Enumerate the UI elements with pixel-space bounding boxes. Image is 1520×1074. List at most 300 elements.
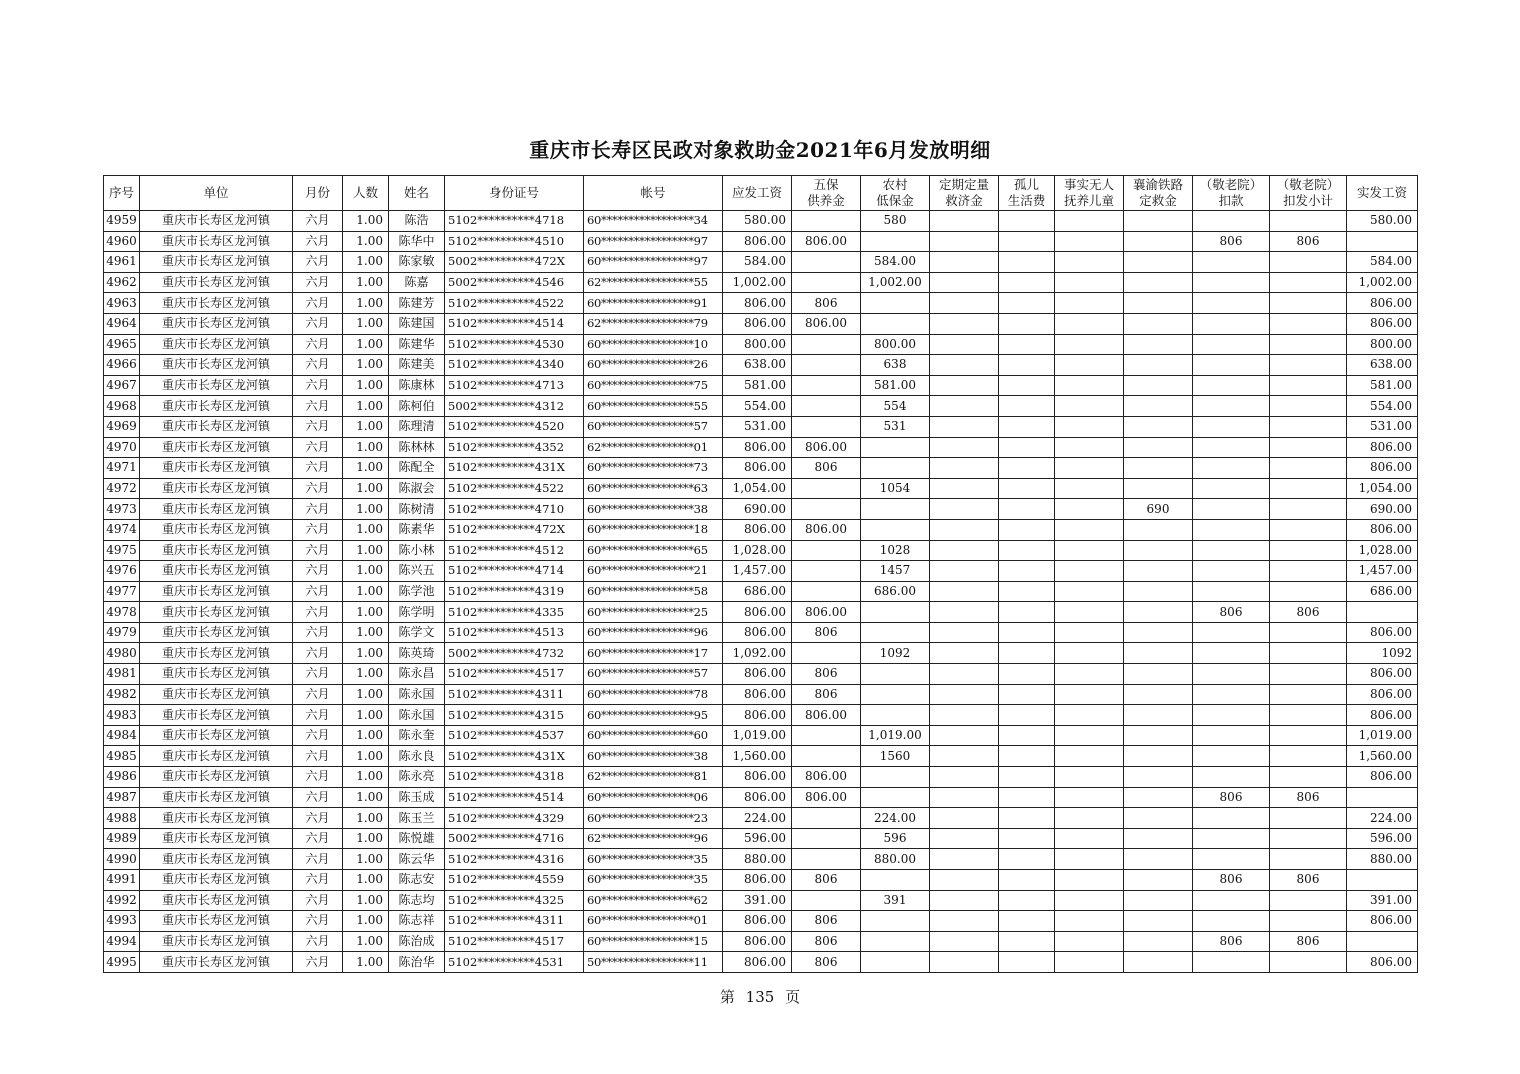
table-cell: 重庆市长寿区龙河镇 [140,767,293,788]
table-cell: 重庆市长寿区龙河镇 [140,458,293,479]
table-cell [930,355,999,376]
table-cell [1124,252,1193,273]
table-row [104,252,1418,273]
table-cell: 六月 [293,581,343,602]
table-cell: 60*****************38 [584,746,723,767]
table-cell: 1.00 [343,272,389,293]
table-cell [930,870,999,891]
table-cell [1270,684,1347,705]
table-cell: 1.00 [343,664,389,685]
table-cell [1193,705,1270,726]
table-cell: 806.00 [792,705,861,726]
table-cell: 806.00 [723,870,792,891]
table-cell: 224.00 [723,808,792,829]
table-cell: 391.00 [723,890,792,911]
table-cell: 1.00 [343,561,389,582]
table-cell: 5002**********4716 [445,828,584,849]
table-cell: 六月 [293,911,343,932]
table-cell: 陈玉成 [389,787,445,808]
table-row [104,808,1418,829]
table-cell: 六月 [293,375,343,396]
table-cell: 陈家敏 [389,252,445,273]
table-cell: 4960 [104,231,140,252]
table-cell: 806.00 [1347,458,1418,479]
table-cell [1055,499,1124,520]
table-cell: 1.00 [343,767,389,788]
table-cell: 1,028.00 [723,540,792,561]
table-cell: 596.00 [723,828,792,849]
table-cell: 4969 [104,416,140,437]
table-cell [1124,334,1193,355]
table-cell [861,437,930,458]
table-cell: 4985 [104,746,140,767]
table-cell [792,272,861,293]
table-cell: 六月 [293,767,343,788]
table-cell [930,643,999,664]
table-cell: 806.00 [723,684,792,705]
table-cell: 638.00 [723,355,792,376]
table-cell: 4974 [104,519,140,540]
table-cell: 1457 [861,561,930,582]
table-cell: 重庆市长寿区龙河镇 [140,911,293,932]
table-cell [1124,396,1193,417]
table-cell [1270,519,1347,540]
table-cell: 806.00 [1347,684,1418,705]
table-row [104,725,1418,746]
table-cell: 806 [1270,602,1347,623]
table-cell: 重庆市长寿区龙河镇 [140,725,293,746]
table-cell [930,211,999,232]
table-cell: 5102**********4718 [445,211,584,232]
table-cell: 581.00 [723,375,792,396]
table-cell: 1.00 [343,725,389,746]
table-cell: 六月 [293,664,343,685]
table-cell [999,828,1055,849]
table-cell: 1.00 [343,787,389,808]
table-cell [792,396,861,417]
table-cell [1270,478,1347,499]
table-cell [1055,313,1124,334]
table-cell [930,252,999,273]
table-cell: 806.00 [723,931,792,952]
table-cell: 391.00 [1347,890,1418,911]
table-cell: 陈建芳 [389,293,445,314]
table-cell: 800.00 [861,334,930,355]
table-cell [930,313,999,334]
table-cell: 1.00 [343,540,389,561]
table-cell: 60*****************78 [584,684,723,705]
table-cell: 5102**********4318 [445,767,584,788]
table-cell: 596 [861,828,930,849]
table-cell: 806 [792,622,861,643]
table-cell: 六月 [293,952,343,973]
table-cell [792,355,861,376]
table-cell [1124,272,1193,293]
table-cell [1270,540,1347,561]
table-row [104,355,1418,376]
table-cell [1055,231,1124,252]
table-cell: 5102**********4530 [445,334,584,355]
table-cell [1055,211,1124,232]
table-cell: 4988 [104,808,140,829]
table-cell [1124,602,1193,623]
table-cell: 六月 [293,808,343,829]
table-cell: 4990 [104,849,140,870]
table-cell [861,952,930,973]
table-row [104,458,1418,479]
table-row [104,746,1418,767]
table-cell: 5102**********4352 [445,437,584,458]
table-cell: 陈永国 [389,705,445,726]
table-cell: 1,019.00 [1347,725,1418,746]
table-cell: 806.00 [1347,952,1418,973]
table-cell: 4972 [104,478,140,499]
table-cell: 1.00 [343,911,389,932]
table-row [104,581,1418,602]
table-cell: 60*****************35 [584,849,723,870]
table-cell: 重庆市长寿区龙河镇 [140,870,293,891]
table-cell: 4966 [104,355,140,376]
table-cell: 六月 [293,437,343,458]
table-cell [861,231,930,252]
table-row [104,931,1418,952]
table-cell: 重庆市长寿区龙河镇 [140,581,293,602]
table-cell [1270,581,1347,602]
table-cell: 六月 [293,828,343,849]
table-cell: 5102**********4517 [445,664,584,685]
table-cell: 陈建国 [389,313,445,334]
table-cell [1124,313,1193,334]
table-cell [930,725,999,746]
table-cell [792,211,861,232]
table-cell [861,767,930,788]
table-row [104,664,1418,685]
table-cell: 806.00 [1347,664,1418,685]
table-row [104,334,1418,355]
table-cell: 806 [1193,870,1270,891]
table-cell: 1092 [1347,643,1418,664]
table-cell: 60*****************34 [584,211,723,232]
table-cell: 4977 [104,581,140,602]
table-cell [1055,355,1124,376]
table-cell [1193,725,1270,746]
table-cell: 重庆市长寿区龙河镇 [140,561,293,582]
table-cell [1270,437,1347,458]
table-cell [1124,478,1193,499]
table-cell: 陈志均 [389,890,445,911]
table-cell: 1,457.00 [1347,561,1418,582]
table-cell [1193,334,1270,355]
table-cell: 六月 [293,211,343,232]
table-cell: 5102**********4311 [445,684,584,705]
table-cell [1193,293,1270,314]
table-cell: 陈治华 [389,952,445,973]
table-cell [1270,952,1347,973]
table-cell: 880.00 [861,849,930,870]
table-cell: 554.00 [1347,396,1418,417]
table-cell [1055,519,1124,540]
table-cell: 686.00 [723,581,792,602]
table-cell: 686.00 [861,581,930,602]
table-cell: 陈柯伯 [389,396,445,417]
table-row [104,870,1418,891]
table-cell [1270,334,1347,355]
table-cell [1055,890,1124,911]
table-cell: 800.00 [1347,334,1418,355]
table-cell: 重庆市长寿区龙河镇 [140,396,293,417]
table-cell [930,746,999,767]
table-cell: 1,002.00 [1347,272,1418,293]
table-cell [861,684,930,705]
table-cell: 60*****************21 [584,561,723,582]
table-cell: 806.00 [1347,437,1418,458]
table-cell [1270,746,1347,767]
table-cell: 806.00 [792,602,861,623]
column-header: （敬老院） 扣款 [1193,176,1270,211]
table-cell [930,952,999,973]
table-cell: 806.00 [792,437,861,458]
table-cell [1055,622,1124,643]
table-cell: 60*****************18 [584,519,723,540]
table-row [104,519,1418,540]
table-cell [1124,767,1193,788]
table-cell [930,622,999,643]
table-cell [1193,622,1270,643]
table-row [104,499,1418,520]
table-cell: 60*****************23 [584,808,723,829]
table-cell [1055,746,1124,767]
table-cell: 陈志安 [389,870,445,891]
table-cell: 60*****************58 [584,581,723,602]
table-cell: 重庆市长寿区龙河镇 [140,272,293,293]
table-cell: 六月 [293,416,343,437]
table-cell: 806.00 [723,705,792,726]
table-cell: 391 [861,890,930,911]
table-cell [930,519,999,540]
table-cell: 60*****************95 [584,705,723,726]
table-cell: 重庆市长寿区龙河镇 [140,664,293,685]
table-cell: 60*****************57 [584,664,723,685]
table-cell: 554 [861,396,930,417]
table-cell [999,519,1055,540]
table-cell: 重庆市长寿区龙河镇 [140,293,293,314]
table-cell [1270,252,1347,273]
table-cell: 4983 [104,705,140,726]
table-cell [1055,828,1124,849]
table-cell: 581.00 [861,375,930,396]
table-cell: 陈华中 [389,231,445,252]
table-cell: 4984 [104,725,140,746]
table-cell: 806.00 [723,664,792,685]
table-cell [930,931,999,952]
table-cell [861,931,930,952]
table-cell [1055,561,1124,582]
table-cell: 806.00 [723,952,792,973]
table-cell [1270,416,1347,437]
table-cell: 重庆市长寿区龙河镇 [140,355,293,376]
table-cell: 4963 [104,293,140,314]
table-cell [1193,437,1270,458]
table-cell [1193,911,1270,932]
table-cell [1124,808,1193,829]
table-cell: 880.00 [1347,849,1418,870]
table-cell: 陈云华 [389,849,445,870]
table-cell: 1.00 [343,746,389,767]
table-cell [999,313,1055,334]
table-cell: 806.00 [1347,911,1418,932]
table-cell [930,396,999,417]
table-cell: 806.00 [1347,519,1418,540]
column-header: 定期定量 救济金 [930,176,999,211]
table-cell: 六月 [293,890,343,911]
table-cell: 806 [792,870,861,891]
table-cell: 5102**********4514 [445,313,584,334]
table-cell [1270,808,1347,829]
table-cell: 重庆市长寿区龙河镇 [140,602,293,623]
table-cell [861,705,930,726]
table-cell [1193,313,1270,334]
table-cell: 60*****************62 [584,890,723,911]
table-cell: 690 [1124,499,1193,520]
table-cell [999,725,1055,746]
table-cell: 806.00 [723,787,792,808]
table-cell: 六月 [293,643,343,664]
table-cell [999,746,1055,767]
table-cell: 1,092.00 [723,643,792,664]
table-cell: 六月 [293,313,343,334]
table-cell: 60*****************10 [584,334,723,355]
table-cell [1055,849,1124,870]
table-cell: 4978 [104,602,140,623]
table-cell [1193,375,1270,396]
table-cell: 690.00 [723,499,792,520]
table-cell: 806.00 [723,293,792,314]
table-cell [999,931,1055,952]
table-cell: 806.00 [723,519,792,540]
table-cell: 1.00 [343,519,389,540]
table-cell [1270,561,1347,582]
table-cell: 5102**********4559 [445,870,584,891]
table-cell [930,540,999,561]
table-cell [1193,355,1270,376]
table-cell: 806 [1270,787,1347,808]
table-cell: 4968 [104,396,140,417]
table-cell: 陈林林 [389,437,445,458]
table-cell: 806 [1270,231,1347,252]
table-cell: 陈永良 [389,746,445,767]
table-cell: 1.00 [343,684,389,705]
table-cell [861,622,930,643]
table-cell: 4995 [104,952,140,973]
table-cell: 1,002.00 [723,272,792,293]
table-cell [1055,664,1124,685]
table-cell: 重庆市长寿区龙河镇 [140,849,293,870]
table-cell: 806 [1193,787,1270,808]
table-cell: 4986 [104,767,140,788]
table-cell: 580 [861,211,930,232]
table-cell: 陈学池 [389,581,445,602]
table-cell: 重庆市长寿区龙河镇 [140,622,293,643]
table-cell [1055,416,1124,437]
table-cell [999,540,1055,561]
table-cell [792,581,861,602]
table-cell: 5102**********4522 [445,478,584,499]
table-row [104,787,1418,808]
table-cell: 1.00 [343,870,389,891]
table-cell: 4993 [104,911,140,932]
table-cell [1193,416,1270,437]
table-cell: 531.00 [1347,416,1418,437]
table-cell: 580.00 [1347,211,1418,232]
table-cell: 六月 [293,478,343,499]
table-cell [792,828,861,849]
table-cell: 60*****************57 [584,416,723,437]
table-cell [1270,849,1347,870]
table-cell [861,664,930,685]
table-cell: 62*****************55 [584,272,723,293]
table-cell [1124,664,1193,685]
table-cell [930,375,999,396]
table-cell [999,952,1055,973]
table-cell [930,664,999,685]
table-cell: 六月 [293,787,343,808]
table-cell: 5102**********4514 [445,787,584,808]
table-cell: 4992 [104,890,140,911]
table-cell: 1,002.00 [861,272,930,293]
table-cell [792,808,861,829]
table-cell: 陈素华 [389,519,445,540]
table-cell: 4973 [104,499,140,520]
table-cell [1124,581,1193,602]
table-cell: 1.00 [343,499,389,520]
table-cell: 584.00 [1347,252,1418,273]
table-cell: 686.00 [1347,581,1418,602]
table-cell [1055,375,1124,396]
table-cell [999,416,1055,437]
table-cell [861,499,930,520]
table-cell: 1,054.00 [723,478,792,499]
table-cell: 806.00 [723,602,792,623]
table-cell [1270,890,1347,911]
table-cell [1055,602,1124,623]
table-cell [1055,643,1124,664]
table-cell [1055,725,1124,746]
table-cell [999,231,1055,252]
table-cell: 陈配全 [389,458,445,479]
table-cell: 六月 [293,561,343,582]
table-cell [1270,458,1347,479]
table-cell: 1.00 [343,643,389,664]
table-cell: 1.00 [343,828,389,849]
table-cell [1124,849,1193,870]
table-cell: 六月 [293,519,343,540]
table-cell: 1.00 [343,252,389,273]
table-row [104,478,1418,499]
table-cell [1055,478,1124,499]
table-cell: 1.00 [343,334,389,355]
table-cell: 陈治成 [389,931,445,952]
table-cell: 4991 [104,870,140,891]
table-cell [1055,705,1124,726]
table-cell: 60*****************75 [584,375,723,396]
table-cell [930,767,999,788]
table-cell: 陈淑会 [389,478,445,499]
column-header: 序号 [104,176,140,211]
table-cell: 重庆市长寿区龙河镇 [140,684,293,705]
table-cell [1193,458,1270,479]
table-cell [861,519,930,540]
table-cell: 5002**********4546 [445,272,584,293]
